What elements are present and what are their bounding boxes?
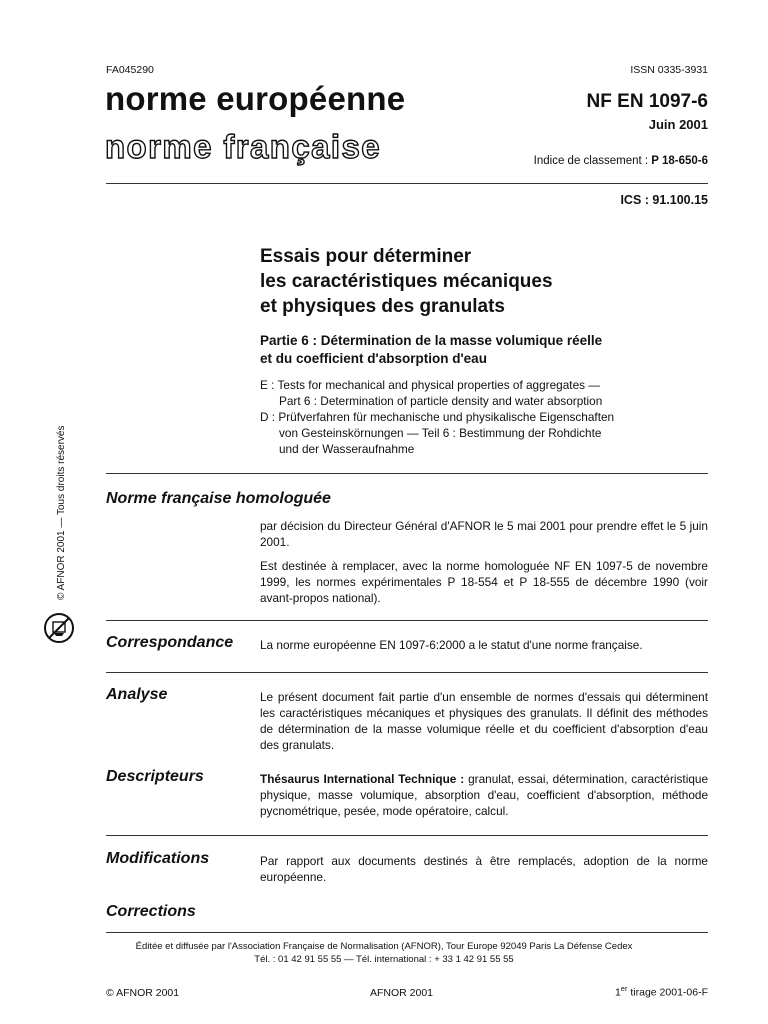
no-photocopy-icon — [42, 611, 76, 645]
section-body-homologuee — [260, 518, 708, 606]
section-heading-correspondance: Correspondance — [106, 634, 234, 651]
part-title-line1: Partie 6 : Détermination de la masse volumique réelle — [260, 333, 603, 348]
footer-copyright: © AFNOR 2001 — [106, 987, 180, 999]
section-divider-1 — [106, 473, 708, 474]
standard-date: Juin 2001 — [648, 117, 708, 132]
print-run-superscript: er — [620, 984, 628, 993]
header-divider — [106, 183, 708, 184]
homologuee-para2: Est destinée à remplacer, avec la norme homologuée NF EN 1097-5 de novembre 1999, les normes expérimentales P 18-554 et P 18-555 de décembre 1990 (voir avant-propos national). — [260, 559, 708, 605]
section-heading-homologuee: Norme française homologuée — [106, 490, 331, 507]
part-title-line2: et du coefficient d'absorption d'eau — [260, 351, 487, 366]
english-title-line2: Part 6 : Determination of particle density and water absorption — [279, 394, 603, 408]
german-title-line1: D : Prüfverfahren für mechanische und physikalische Eigenschaften — [260, 410, 615, 424]
homologuee-para1: par décision du Directeur Général d'AFNOR le 5 mai 2001 pour prendre effet le 5 juin 2001. — [260, 519, 708, 549]
english-title-line1: E : Tests for mechanical and physical properties of aggregates — — [260, 378, 601, 392]
descripteurs-text — [260, 771, 708, 819]
document-reference-code: FA045290 — [106, 64, 154, 76]
section-heading-corrections: Corrections — [106, 903, 196, 920]
title-norme-europeenne: norme européenne — [105, 80, 406, 117]
section-divider-3 — [106, 672, 708, 673]
indice-classement — [534, 155, 708, 167]
ics-code: ICS : 91.100.15 — [620, 193, 708, 207]
german-title-line3: und der Wasseraufnahme — [279, 442, 415, 456]
print-run-text: tirage 2001-06-F — [627, 986, 708, 999]
standard-code: NF EN 1097-6 — [586, 91, 708, 112]
indice-label: Indice de classement : — [533, 155, 649, 167]
footer-publisher: AFNOR 2001 — [370, 987, 434, 999]
footer-print-run — [615, 984, 708, 999]
sidebar-copyright: © AFNOR 2001 — Tous droits réservés — [56, 425, 67, 600]
section-divider-2 — [106, 620, 708, 621]
issn-number: ISSN 0335-3931 — [630, 64, 708, 76]
descripteurs-terms: granulat, essai, détermination, caractéristique physique, masse volumique, absorption d'eau, coefficient d'absorption, méthode pycnométrique, pesée, mode opératoire, calcul. — [260, 772, 709, 818]
modifications-text: Par rapport aux documents destinés à être remplacés, adoption de la norme européenne. — [260, 854, 708, 884]
analyse-text: Le présent document fait partie d'un ensemble de normes d'essais qui déterminent les caractéristiques mécaniques et physiques des granulats. Il définit des méthodes de détermination de la masse volumique réelle et du coefficient d'absorption d'eau des granulats. — [260, 690, 708, 752]
descripteurs-lead: Thésaurus International Technique : — [260, 772, 465, 786]
title-norme-francaise: norme française — [105, 128, 381, 165]
doc-title-line3: et physiques des granulats — [260, 296, 505, 317]
section-divider-4 — [106, 835, 708, 836]
doc-title-line1: Essais pour déterminer — [260, 246, 472, 267]
section-heading-descripteurs: Descripteurs — [106, 768, 204, 785]
section-heading-modifications: Modifications — [106, 850, 210, 867]
footer-divider — [106, 932, 708, 933]
publisher-line: Éditée et diffusée par l'Association Française de Normalisation (AFNOR), Tour Europe 92049 Paris La Défense Cedex — [135, 941, 633, 952]
section-heading-analyse: Analyse — [106, 686, 168, 703]
indice-value: P 18-650-6 — [651, 155, 708, 167]
german-title-line2: von Gesteinskörnungen — Teil 6 : Bestimmung der Rohdichte — [279, 426, 602, 440]
doc-title-line2: les caractéristiques mécaniques — [260, 271, 553, 292]
phone-line: Tél. : 01 42 91 55 55 — Tél. international : + 33 1 42 91 55 55 — [254, 954, 514, 965]
print-run-number: 1 — [614, 986, 621, 999]
correspondance-text: La norme européenne EN 1097-6:2000 a le statut d'une norme française. — [260, 638, 643, 652]
